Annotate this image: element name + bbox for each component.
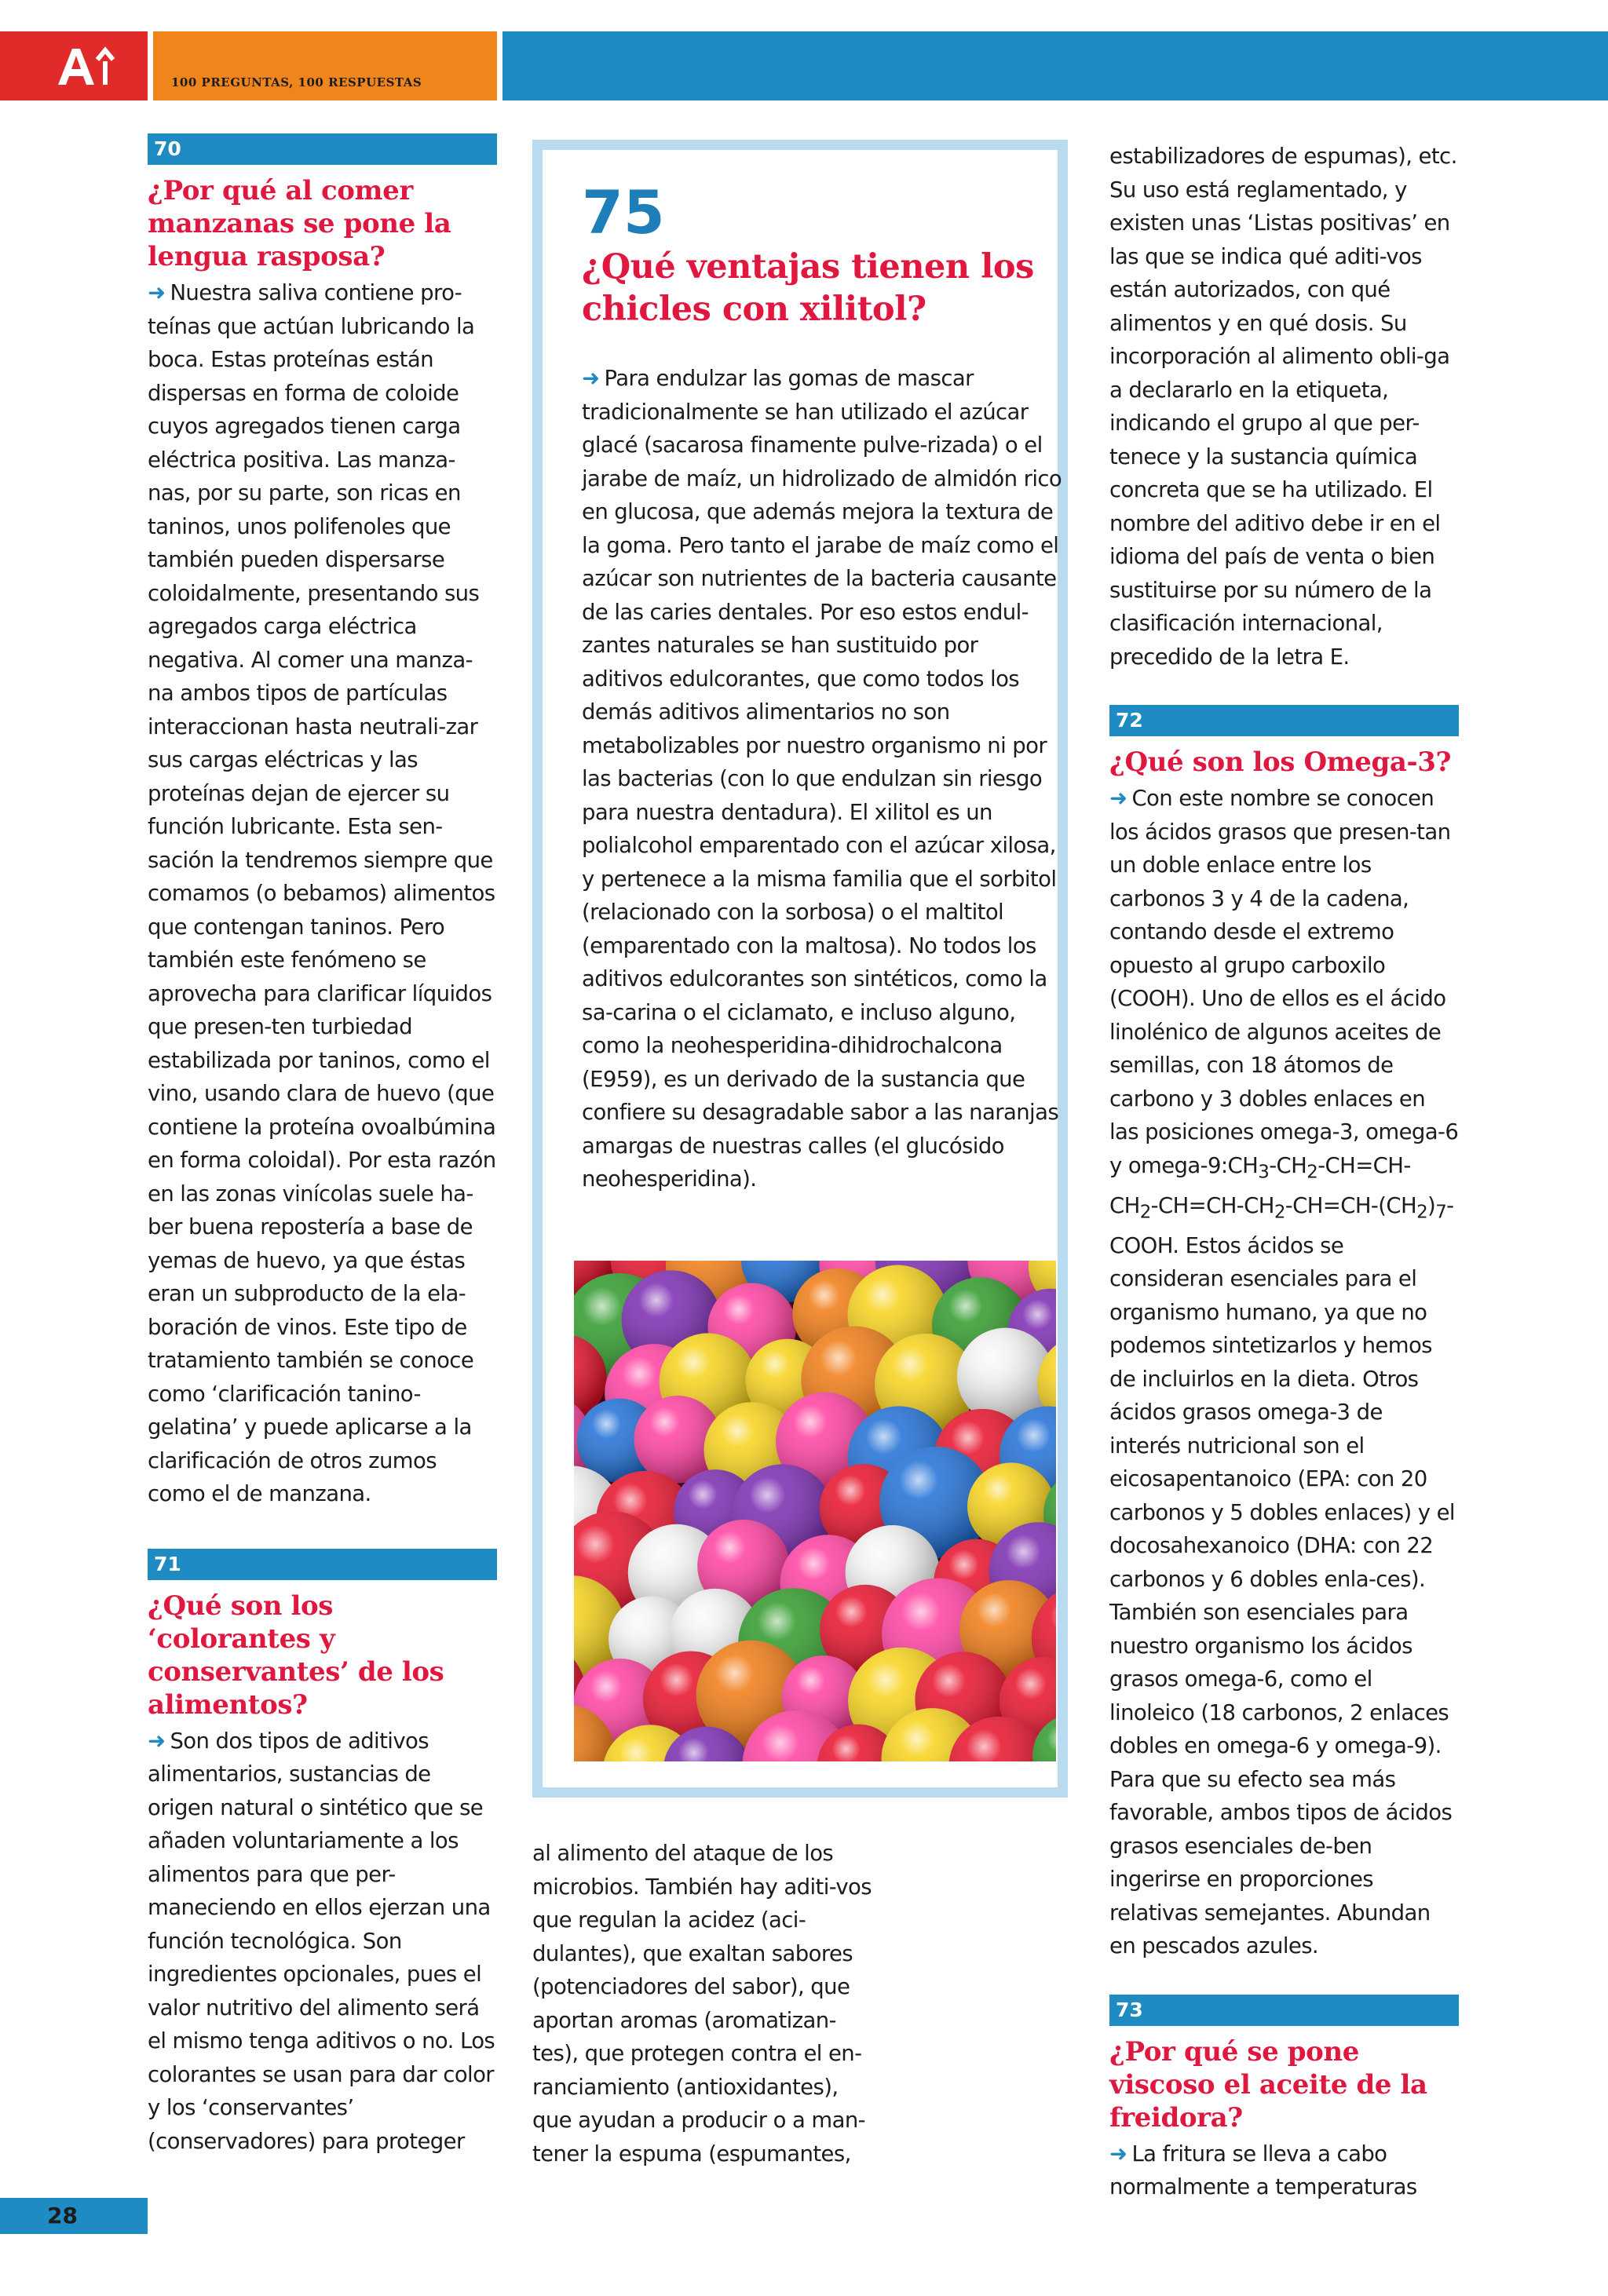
brand-logo-icon (57, 46, 119, 89)
arrow-right-icon: ➜ (1109, 786, 1127, 811)
arrow-right-icon: ➜ (1109, 2141, 1127, 2166)
feature-answer-text: Para endulzar las gomas de mascar tradicionalmente se han utilizado el azúcar glacé (sacarosa finamente pulve-rizada) o el jarabe de maíz, un hidrolizado de almidón rico en glucosa, que además mejora la textura de la goma. Pero tanto el jarabe de maíz como el azúcar son nutrientes de la bacteria causante de las caries dentales. Por eso estos endul-zantes naturales se han sustituido por aditivos edulcorantes, que como todos los demás aditivos alimentarios no son metabolizables por nuestro organismo ni por las bacterias (con lo que endulzan sin riesgo para nuestra dentadura). El xilitol es un polialcohol emparentado con el azúcar xilosa, y pertenece a la misma familia que el sorbitol (relacionado con la sorbosa) o el maltitol (emparentado con la maltosa). No todos los aditivos edulcorantes son sintéticos, como la sa-carina o el ciclamato, e incluso alguno, como la neohesperidina-dihidrochalcona (E959), es un derivado de la sustancia que confiere su desagradable sabor a las naranjas amargas de nuestras calles (el glucósido neohesperidina). (582, 366, 1062, 1192)
column-right (1109, 140, 1459, 2204)
question-title-73: ¿Por qué se pone viscoso el aceite de la freidora? (1109, 2035, 1427, 2134)
answer-70-text: Nuestra saliva contiene pro-teínas que actúan lubricando la boca. Estas proteínas están dispersas en forma de coloide cuyos agregados tienen carga eléctrica positiva. Las manza-nas, por su parte, son ricas en taninos, unos polifenoles que también pueden dispersarse coloidalmente, presentando sus agregados carga eléctrica negativa. Al comer una manza-na ambos tipos de partículas interaccionan hasta neutrali-zar sus cargas eléctricas y las proteínas dejan de ejercer su función lubricante. Esta sen-sación la tendremos siempre que comamos (o bebamos) alimentos que contengan taninos. Pero también este fenómeno se aprovecha para clarificar líquidos que presen-ten turbiedad estabilizada por taninos, como el vino, usando clara de huevo (que contiene la proteína ovoalbúmina en forma coloidal). Por esta razón en las zonas vinícolas suele ha-ber buena repostería a base de yemas de huevo, ya que éstas eran un subproducto de la ela-boración de vinos. Este tipo de tratamiento también se conoce como ‘clarificación tanino-gelatina’ y puede aplicarse a la clarificación de otros zumos como el de manzana. (148, 280, 496, 1506)
column-left (148, 133, 497, 2158)
page-number: 28 (0, 2198, 148, 2234)
feature-title: ¿Qué ventajas tienen los chicles con xilitol? (582, 247, 1034, 329)
header-orange-band (153, 31, 497, 100)
question-title-70: ¿Por qué al comer manzanas se pone la lengua rasposa? (148, 175, 451, 272)
answer-72 (1109, 782, 1459, 1963)
header-blue-band (502, 31, 1608, 100)
answer-72-text-a: Con este nombre se conocen los ácidos grasos que presen-tan un doble enlace entre los carbonos 3 y 4 de la cadena, contando desde el extremo opuesto al grupo carboxilo (COOH). Uno de ellos es el ácido linolénico de algunos aceites de semillas, con 18 átomos de carbono y 3 dobles enlaces en las posiciones omega-3, omega-6 y omega-9: (1109, 786, 1459, 1178)
answer-71-continued: al alimento del ataque de los microbios. También hay aditi-vos que regulan la acidez (aci-dulantes), que exaltan sabores (potenciadores del sabor), que aportan aromas (aromatizan-tes), que protegen contra el en-ranciamiento (antioxidantes), que ayudan a producir o a man-tener la espuma (espumantes, (532, 1841, 872, 2166)
feature-answer (582, 362, 1062, 1196)
answer-71-continued-2: estabilizadores de espumas), etc. Su uso está reglamentado, y existen unas ‘Listas positivas’ en las que se indica qué aditi-vos están autorizados, con qué alimentos y en qué dosis. Su incorporación al alimento obli-ga a declararlo en la etiqueta, indicando el grupo al que per-tenece y la sustancia química concreta que se ha utilizado. El nombre del aditivo debe ir en el idioma del país de venta o bien sustituirse por su número de la clasificación internacional, precedido de la letra E. (1109, 144, 1457, 670)
arrow-right-icon: ➜ (148, 280, 166, 305)
chemical-formula: $CH_3-CH_2-CH=CH-CH_2-CH=CH-CH_2-CH=CH-(CH_2)_7$-COOH. (1109, 1152, 1454, 1258)
arrow-right-icon: ➜ (582, 366, 600, 391)
column-middle-continuation (532, 1837, 882, 2170)
arrow-right-icon: ➜ (148, 1728, 166, 1754)
question-number-70: 70 (148, 133, 497, 165)
question-title-72: ¿Qué son los Omega-3? (1109, 746, 1451, 778)
question-number-72: 72 (1109, 705, 1459, 736)
answer-71-text: Son dos tipos de aditivos alimentarios, sustancias de origen natural o sintético que se añaden voluntariamente a los alimentos para que per-maneciendo en ellos ejerzan una función tecnológica. Son ingredientes opcionales, pues el valor nutritivo del alimento será el mismo tenga aditivos o no. Los colorantes se usan para dar color y los ‘conservantes’ (conservadores) para proteger (148, 1728, 495, 2154)
feature-box-75 (532, 140, 1068, 1798)
question-title-71: ¿Qué son los ‘colorantes y conservantes’ de los alimentos? (148, 1590, 444, 1721)
series-title: 100 PREGUNTAS, 100 RESPUESTAS (171, 75, 422, 89)
answer-70 (148, 276, 497, 1511)
answer-71 (148, 1725, 497, 2159)
answer-73-text: La fritura se lleva a cabo normalmente a temperaturas (1109, 2141, 1417, 2199)
question-number-73: 73 (1109, 1995, 1459, 2026)
feature-number: 75 (582, 177, 665, 247)
brand-logo (0, 31, 148, 100)
question-number-71: 71 (148, 1549, 497, 1580)
answer-73 (1109, 2137, 1459, 2204)
answer-72-text-b: Estos ácidos se consideran esenciales para el organismo humano, ya que no podemos sintetizarlos y hemos de incluirlos en la dieta. Otros ácidos grasos omega-3 de interés nutricional son el eicosapentanoico (EPA: con 20 carbonos y 5 dobles enlaces) y el docosahexanoico (DHA: con 22 carbonos y 6 dobles enla-ces). También son esenciales para nuestro organismo los ácidos grasos omega-6, como el linoleico (18 carbonos, 2 enlaces dobles en omega-6 y omega-9). Para que su efecto sea más favorable, ambos tipos de ácidos grasos esenciales de-ben ingerirse en proporciones relativas semejantes. Abundan en pescados azules. (1109, 1232, 1455, 1958)
gumballs-photo (574, 1261, 1056, 1761)
